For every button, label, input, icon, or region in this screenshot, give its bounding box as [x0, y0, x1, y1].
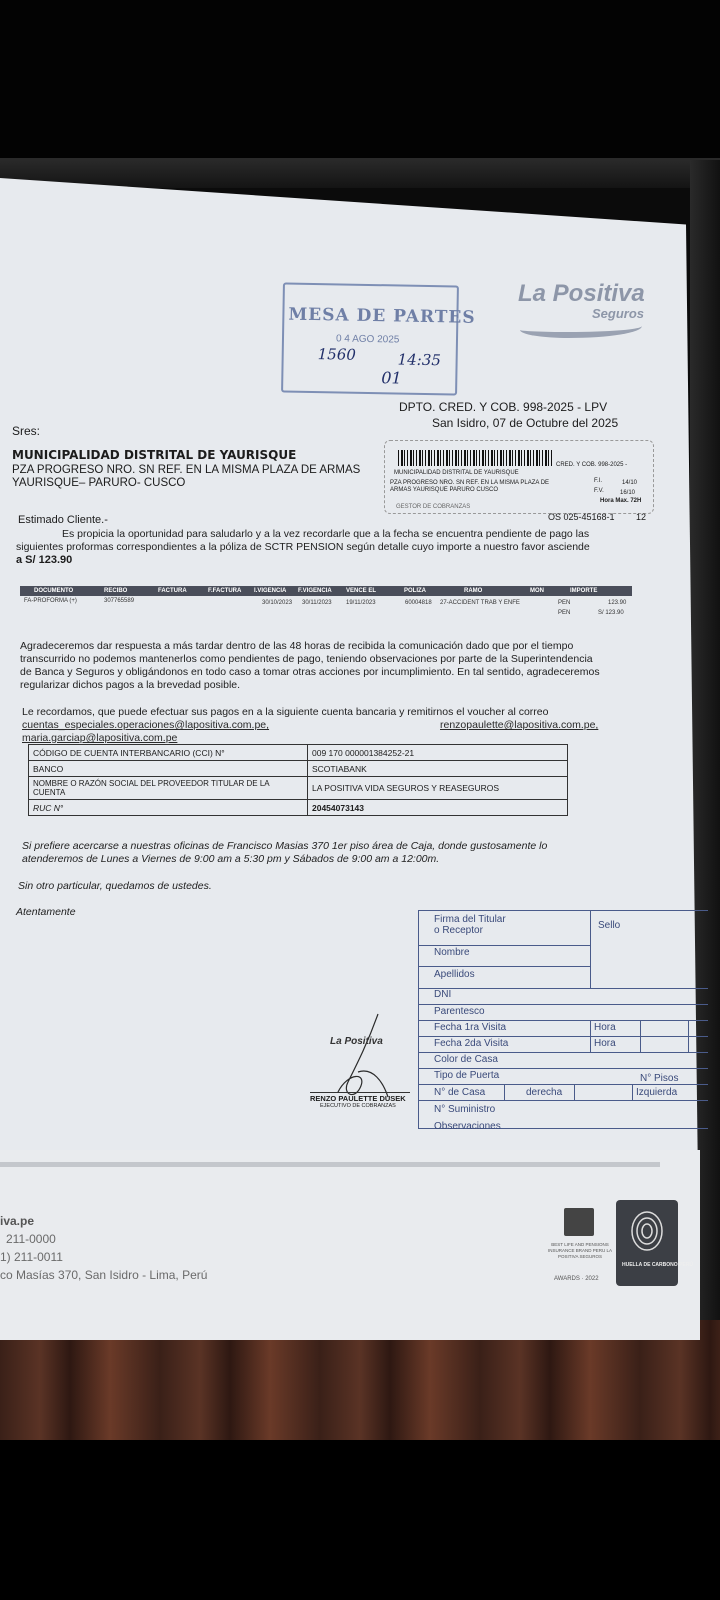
- col-factura: FACTURA: [158, 588, 187, 594]
- photo-background-bottom: [0, 1440, 720, 1600]
- award-year: AWARDS · 2022: [554, 1276, 599, 1282]
- col-vence: VENCE EL: [346, 588, 377, 594]
- award-text: BEST LIFE AND PENSIONS INSURANCE BRAND PERU LA POSITIVA SEGUROS: [547, 1242, 612, 1259]
- col-ffactura: F.FACTURA: [208, 588, 242, 594]
- form-vline: [590, 910, 591, 988]
- award-badge: [536, 1208, 620, 1288]
- closing: Atentamente: [16, 906, 76, 918]
- label-fv: F.V.: [594, 488, 604, 494]
- reference-code: DPTO. CRED. Y COB. 998-2025 - LPV: [399, 400, 608, 414]
- label-gestor: GESTOR DE COBRANZAS: [396, 504, 471, 510]
- para2-line-2: transcurrido no podemos mantenerlos como pendientes de pago, teniendo observaciones por parte de la Superintendencia: [20, 653, 593, 665]
- carbon-footprint-badge: [616, 1200, 693, 1286]
- para2-line-4: regularizar dichos pagos a la brevedad posible.: [20, 679, 241, 691]
- form-fecha1-label: Fecha 1ra Visita: [434, 1022, 507, 1033]
- label-fv-value: 16/10: [620, 490, 636, 496]
- form-vline: [590, 1020, 591, 1052]
- form-suministro-label: N° Suministro: [434, 1104, 496, 1115]
- detail-table-header: [20, 586, 632, 596]
- form-vline: [504, 1084, 505, 1100]
- stamp-date: 0 4 AGO 2025: [335, 333, 400, 346]
- col-poliza: POLIZA: [404, 588, 426, 594]
- form-casa-label: N° de Casa: [434, 1087, 486, 1098]
- para2-line-1: Agradeceremos dar respuesta a más tardar dentro de las 48 horas de recibida la comunicación dado que por el tiempo: [20, 640, 574, 652]
- cell-poliza: 60004818: [405, 600, 432, 606]
- cell-vence: 19/11/2023: [346, 600, 376, 606]
- company-logo: La Positiva: [518, 280, 645, 307]
- form-line: [418, 1004, 708, 1005]
- cell-documento: FA-PROFORMA (+): [24, 598, 77, 604]
- para4-line-1: Si prefiere acercarse a nuestras oficinas de Francisco Masias 370 1er piso área de Caja, donde gustosamente lo: [22, 840, 548, 852]
- photo-shadow: [0, 158, 720, 188]
- form-sello-label: Sello: [598, 920, 621, 931]
- form-hora2-label: Hora: [594, 1038, 616, 1049]
- form-line: [418, 910, 708, 911]
- barcode: [398, 450, 553, 466]
- col-ramo: RAMO: [464, 588, 483, 594]
- col-ivigencia: I.VIGENCIA: [254, 588, 287, 594]
- form-parentesco-label: Parentesco: [434, 1006, 485, 1017]
- signer-name: RENZO PAULETTE DUSEK: [310, 1094, 406, 1103]
- signature-icon: [328, 1012, 398, 1102]
- stamp-handwritten-time: 14:35: [397, 350, 442, 370]
- form-vline: [688, 1020, 689, 1052]
- col-documento: DOCUMENTO: [34, 588, 74, 594]
- para2-line-3: de Banca y Seguros y obligándonos en todo caso a tomar otras acciones por incumplimiento. En tal sentido, agradeceremos: [20, 666, 600, 678]
- label-os: OS 025-45168-1: [548, 512, 615, 522]
- intro-line-1: Es propicia la oportunidad para saludarlo y a la vez recordarle que a la fecha se encuentra pendiente de pago las: [62, 528, 590, 540]
- form-line: [418, 1020, 708, 1021]
- form-line: [418, 1036, 708, 1037]
- form-vline: [640, 1020, 641, 1052]
- total-amount: a S/ 123.90: [16, 554, 73, 566]
- label-address-1: PZA PROGRESO NRO. SN REF. EN LA MISMA PLAZA DE: [390, 480, 550, 486]
- cell-total: S/ 123.90: [598, 610, 624, 616]
- recipient-address-2: YAURISQUE– PARURO- CUSCO: [12, 477, 186, 489]
- badge-text: HUELLA DE CARBONO PERÚ: [622, 1262, 693, 1268]
- salutation: Sres:: [12, 424, 41, 438]
- bank-row-ruc: [29, 800, 568, 816]
- recipient-name: MUNICIPALIDAD DISTRITAL DE YAURISQUE: [12, 448, 297, 462]
- bank-value-titular: LA POSITIVA VIDA SEGUROS Y REASEGUROS: [308, 777, 568, 800]
- email-link-renzo[interactable]: renzopaulette@lapositiva.com.pe,: [440, 719, 599, 731]
- form-derecha-label: derecha: [526, 1087, 563, 1098]
- col-recibo: RECIBO: [104, 588, 128, 594]
- label-address-2: ARMAS YAURISQUE PARURO CUSCO: [390, 487, 499, 493]
- form-vline: [574, 1084, 575, 1100]
- cell-importe: 123.90: [608, 600, 627, 606]
- form-vline: [418, 910, 419, 1128]
- form-line: [418, 1052, 708, 1053]
- bank-label-titular: NOMBRE O RAZÓN SOCIAL DEL PROVEEDOR TITULAR DE LA CUENTA: [29, 777, 308, 800]
- col-mon: MON: [530, 588, 544, 594]
- bank-label-banco: BANCO: [29, 761, 308, 777]
- form-line: [418, 1100, 708, 1101]
- cell-total-mon: PEN: [558, 610, 571, 616]
- para5: Sin otro particular, quedamos de ustedes.: [18, 880, 212, 892]
- reception-stamp: [281, 282, 476, 395]
- fingerprint-icon: [630, 1210, 664, 1252]
- form-line: [418, 988, 708, 989]
- footer-address: co Masías 370, San Isidro - Lima, Perú: [0, 1268, 208, 1282]
- photo-background-top: [0, 0, 720, 160]
- label-reference: CRED. Y COB. 998-2025 -: [556, 462, 628, 468]
- signature-logo: La Positiva: [330, 1036, 383, 1047]
- recipient-address-1: PZA PROGRESO NRO. SN REF. EN LA MISMA PLAZA DE ARMAS: [12, 464, 361, 476]
- label-name: MUNICIPALIDAD DISTRITAL DE YAURISQUE: [394, 470, 519, 476]
- cell-mon: PEN: [558, 600, 571, 606]
- email-link-maria[interactable]: maria.garciap@lapositiva.com.pe: [22, 732, 178, 744]
- bank-row-cci: [29, 745, 568, 761]
- bank-label-ruc: RUC N°: [29, 800, 308, 816]
- form-color-label: Color de Casa: [434, 1054, 498, 1065]
- form-line: [418, 1068, 708, 1069]
- form-line: [418, 1084, 708, 1085]
- label-fi: F.I.: [594, 478, 603, 484]
- form-firma-label-2: o Receptor: [434, 925, 483, 936]
- bank-value-banco: SCOTIABANK: [308, 761, 568, 777]
- form-pisos-label: N° Pisos: [640, 1073, 679, 1084]
- form-firma-label-1: Firma del Titular: [434, 914, 506, 925]
- bank-row-titular: [29, 777, 568, 800]
- form-tipo-label: Tipo de Puerta: [434, 1070, 500, 1081]
- form-nombre-label: Nombre: [434, 947, 470, 958]
- label-fi-value: 14/10: [622, 480, 638, 486]
- bank-account-table: [28, 744, 568, 816]
- label-hours: Hora Max. 72H: [600, 498, 642, 504]
- form-line: [418, 966, 590, 967]
- stamp-title: MESA DE PARTES: [288, 304, 476, 328]
- stamp-handwritten-folios: 01: [381, 368, 402, 388]
- award-logo-icon: [564, 1208, 594, 1236]
- form-apellidos-label: Apellidos: [434, 969, 475, 980]
- signature-scribble: [328, 1012, 388, 1092]
- greeting: Estimado Cliente.-: [18, 514, 108, 526]
- bank-row-banco: [29, 761, 568, 777]
- cell-fvigencia: 30/11/2023: [302, 600, 332, 606]
- footer-phone-2: 1) 211-0011: [0, 1250, 63, 1264]
- form-dni-label: DNI: [434, 989, 452, 1000]
- form-izquierda-label: Izquierda: [636, 1087, 678, 1098]
- col-importe: IMPORTE: [570, 588, 598, 594]
- form-fecha2-label: Fecha 2da Visita: [434, 1038, 509, 1049]
- col-fvigencia: F.VIGENCIA: [298, 588, 332, 594]
- bank-value-ruc: 20454073143: [308, 800, 568, 816]
- signer-title: EJECUTIVO DE COBRANZAS: [320, 1103, 396, 1109]
- footer-phone-1: 211-0000: [6, 1232, 56, 1246]
- form-vline: [632, 1084, 633, 1100]
- cell-recibo: 307765589: [104, 598, 135, 604]
- cell-ivigencia: 30/10/2023: [262, 600, 293, 606]
- bank-value-cci: 009 170 000001384252-21: [308, 745, 568, 761]
- email-link-operaciones[interactable]: cuentas_especiales.operaciones@lapositiva.com.pe,: [22, 719, 270, 731]
- bank-label-cci: CÓDIGO DE CUENTA INTERBANCARIO (CCI) N°: [29, 745, 308, 761]
- cell-ramo: 27-ACCIDENT TRAB Y ENFE: [440, 600, 520, 606]
- intro-line-2: siguientes proformas correspondientes a la póliza de SCTR PENSION según detalle cuyo importe a nuestro favor asciende: [16, 541, 590, 553]
- footer-divider: [0, 1162, 660, 1167]
- company-logo-sub: Seguros: [592, 306, 645, 321]
- form-line: [418, 945, 590, 946]
- footer-web: iva.pe: [0, 1214, 35, 1228]
- form-hora1-label: Hora: [594, 1022, 616, 1033]
- place-date: San Isidro, 07 de Octubre del 2025: [432, 416, 619, 430]
- signature-line: [310, 1092, 410, 1093]
- para3-line-1: Le recordamos, que puede efectuar sus pagos en a la siguiente cuenta bancaria y remitirnos el voucher al correo: [22, 706, 549, 718]
- label-os-number: 12: [636, 512, 647, 522]
- form-observaciones-label: Observaciones: [434, 1121, 501, 1132]
- para4-line-2: atenderemos de Lunes a Viernes de 9:00 am a 5:30 pm y Sábados de 9:00 am a 12:00m.: [22, 853, 440, 865]
- stamp-handwritten-number: 1560: [317, 345, 357, 364]
